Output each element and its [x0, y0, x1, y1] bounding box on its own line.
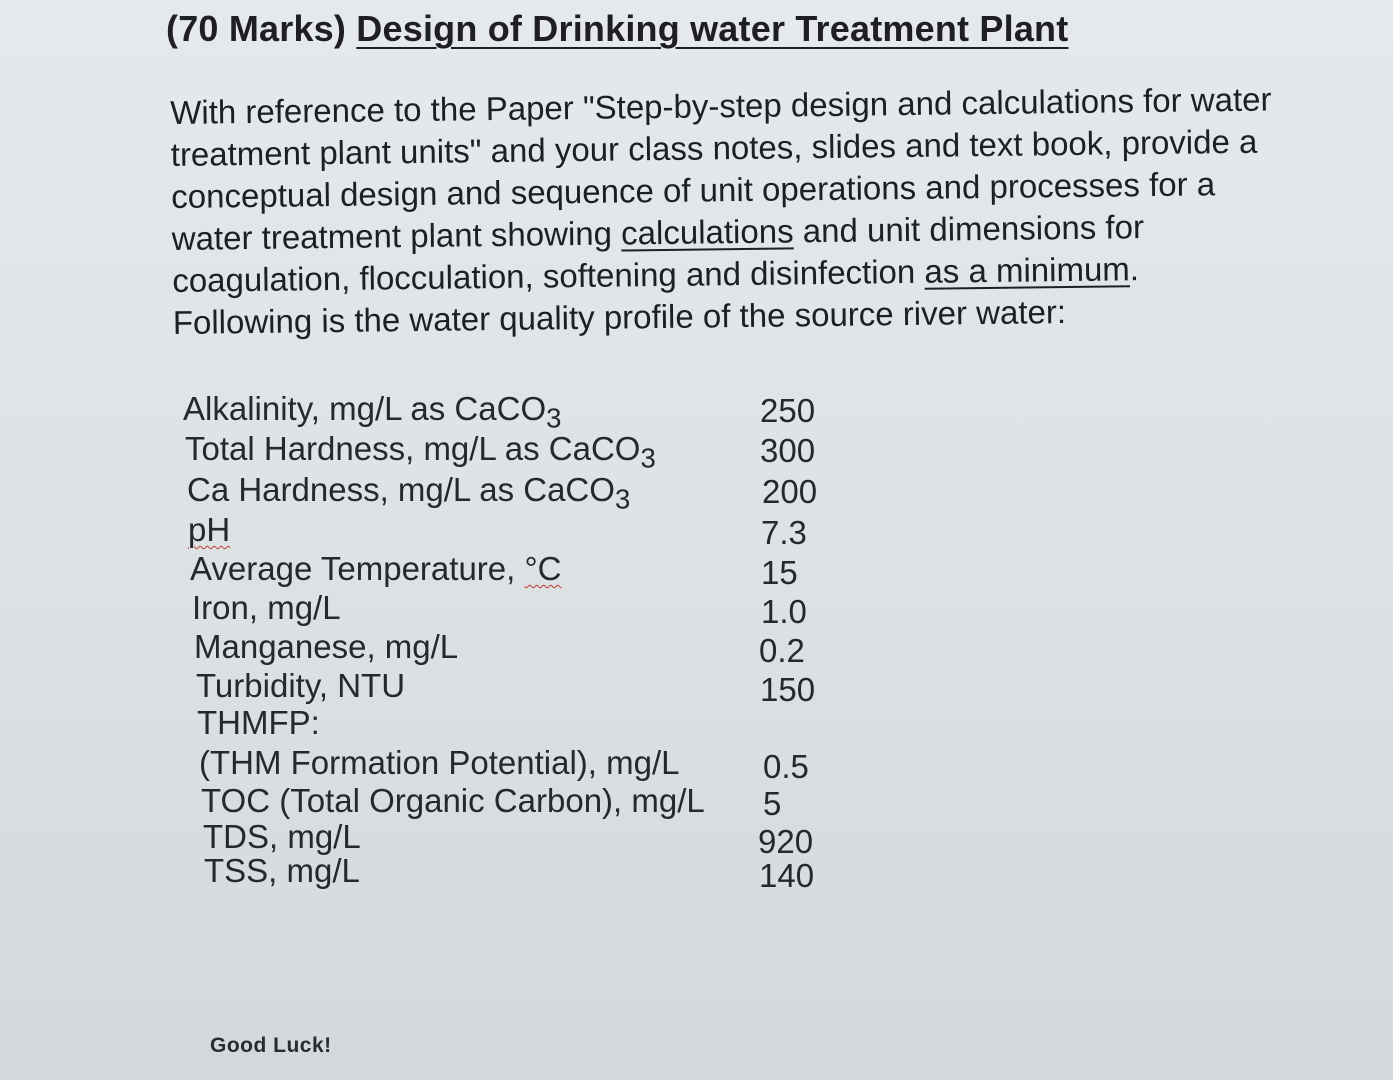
- param-label-thmfp: THMFP:: [197, 704, 320, 741]
- underlined-calculations: calculations: [620, 212, 794, 252]
- param-label-tds: TDS, mg/L: [203, 818, 361, 855]
- param-label-ca-hardness: Ca Hardness, mg/L as CaCO$_3$: [187, 471, 631, 515]
- good-luck-note: Good Luck!: [210, 1034, 332, 1057]
- param-label-total-hardness: Total Hardness, mg/L as CaCO$_3$: [185, 430, 656, 474]
- param-value-total-hardness: 300: [760, 432, 816, 469]
- param-value-turbidity: 150: [760, 671, 816, 708]
- param-value-tds: 920: [758, 823, 814, 860]
- param-value-ph: 7.3: [761, 514, 807, 551]
- param-label-iron: Iron, mg/L: [192, 589, 341, 626]
- param-label-manganese: Manganese, mg/L: [194, 628, 459, 665]
- param-value-ca-hardness: 200: [762, 473, 818, 510]
- param-label-tss: TSS, mg/L: [204, 852, 360, 889]
- intro-text: and unit dimensions for: [793, 208, 1145, 250]
- param-label-temperature: Average Temperature, °C: [190, 550, 562, 587]
- param-value-temperature: 15: [761, 554, 798, 591]
- param-value-thm-formation: 0.5: [763, 748, 809, 785]
- intro-line: With reference to the Paper "Step-by-step design and calculations for water: [170, 80, 1272, 131]
- param-label-alkalinity: Alkalinity, mg/L as CaCO$_3$: [183, 390, 562, 434]
- intro-line: treatment plant units" and your class notes, slides and text book, provide a: [170, 122, 1258, 173]
- param-label-ph: pH: [188, 511, 231, 548]
- intro-line: conceptual design and sequence of unit operations and processes for a: [171, 165, 1216, 215]
- param-value-manganese: 0.2: [759, 632, 805, 669]
- underlined-minimum: as a minimum: [924, 250, 1131, 290]
- intro-text: .: [1129, 250, 1140, 288]
- title-marks: (70 Marks): [166, 8, 347, 49]
- param-label-toc: TOC (Total Organic Carbon), mg/L: [201, 782, 705, 819]
- intro-line: Following is the water quality profile of the source river water:: [172, 293, 1067, 341]
- intro-text: coagulation, flocculation, softening and disinfection: [172, 252, 925, 299]
- param-label-turbidity: Turbidity, NTU: [196, 667, 406, 704]
- param-value-iron: 1.0: [761, 593, 807, 630]
- param-value-toc: 5: [763, 785, 782, 822]
- param-value-tss: 140: [759, 857, 815, 894]
- param-label-thm-formation: (THM Formation Potential), mg/L: [199, 744, 680, 781]
- param-value-alkalinity: 250: [760, 392, 816, 429]
- title-text: Design of Drinking water Treatment Plant: [356, 8, 1069, 49]
- intro-text: water treatment plant showing: [171, 214, 622, 257]
